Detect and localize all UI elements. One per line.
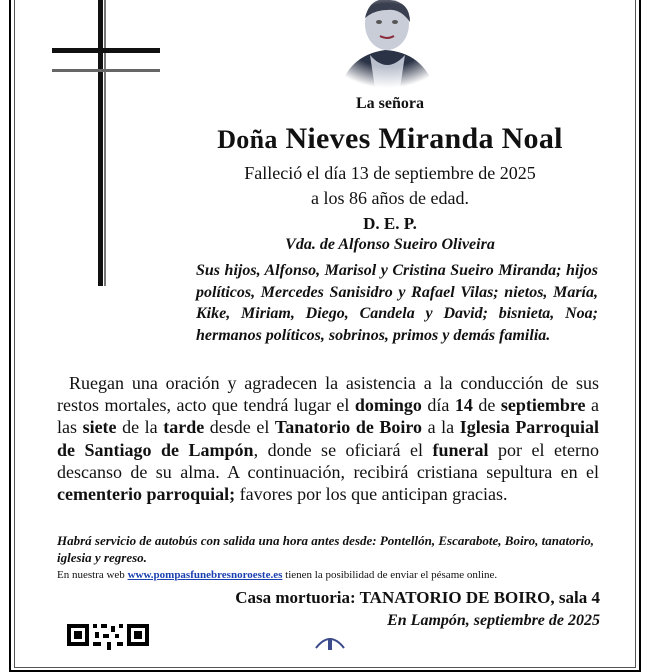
family-list: Sus hijos, Alfonso, Marisol y Cristina Sueiro Miranda; hijos políticos, Mercedes Sanisidro y Rafael Vilas; nietos, María, Kike, Miriam, Diego, Candela y David; bisnieta, Noa; hermanos políticos, sobrinos, primos y demás familia. bbox=[196, 262, 598, 344]
mortuary-house: Casa mortuoria: TANATORIO DE BOIRO, sala 4 bbox=[235, 588, 600, 607]
name-prefix: Doña bbox=[217, 125, 278, 154]
web-note: En nuestra web www.pompasfunebresnoroeste.es tienen la posibilidad de enviar el pésame online. bbox=[57, 569, 498, 581]
name-text: Nieves Miranda Noal bbox=[285, 122, 563, 155]
website-link[interactable]: www.pompasfunebresnoroeste.es bbox=[127, 569, 283, 581]
dep: D. E. P. bbox=[363, 214, 417, 233]
qr-code[interactable] bbox=[67, 620, 149, 650]
ceremony-details: Ruegan una oración y agradecen la asistencia a la conducción de sus restos mortales, acto que tendrá lugar el domingo día 14 de septiembre a las siete de la tarde desde el Tanatorio de Boiro a la Iglesia Parroquial de Santiago de Lampón, donde se oficiará el funeral por el eterno descanso de su alma. A continuación, recibirá cristiana sepultura en el cementerio parroquial; favores por los que anticipan gracias. bbox=[57, 373, 599, 505]
deceased-name bbox=[160, 122, 620, 156]
portrait-photo bbox=[330, 0, 445, 88]
bus-service-note: Habrá servicio de autobús con salida una hora antes desde: Pontellón, Escarabote, Boiro, tanatorio, iglesia y regreso. bbox=[57, 533, 595, 565]
widow-of: Vda. de Alfonso Sueiro Oliveira bbox=[285, 236, 495, 253]
death-date: Falleció el día 13 de septiembre de 2025 bbox=[244, 163, 536, 183]
place-date: En Lampón, septiembre de 2025 bbox=[387, 612, 600, 629]
funeral-home-logo bbox=[312, 634, 348, 650]
heading: La señora bbox=[356, 95, 424, 112]
age: a los 86 años de edad. bbox=[311, 188, 469, 208]
